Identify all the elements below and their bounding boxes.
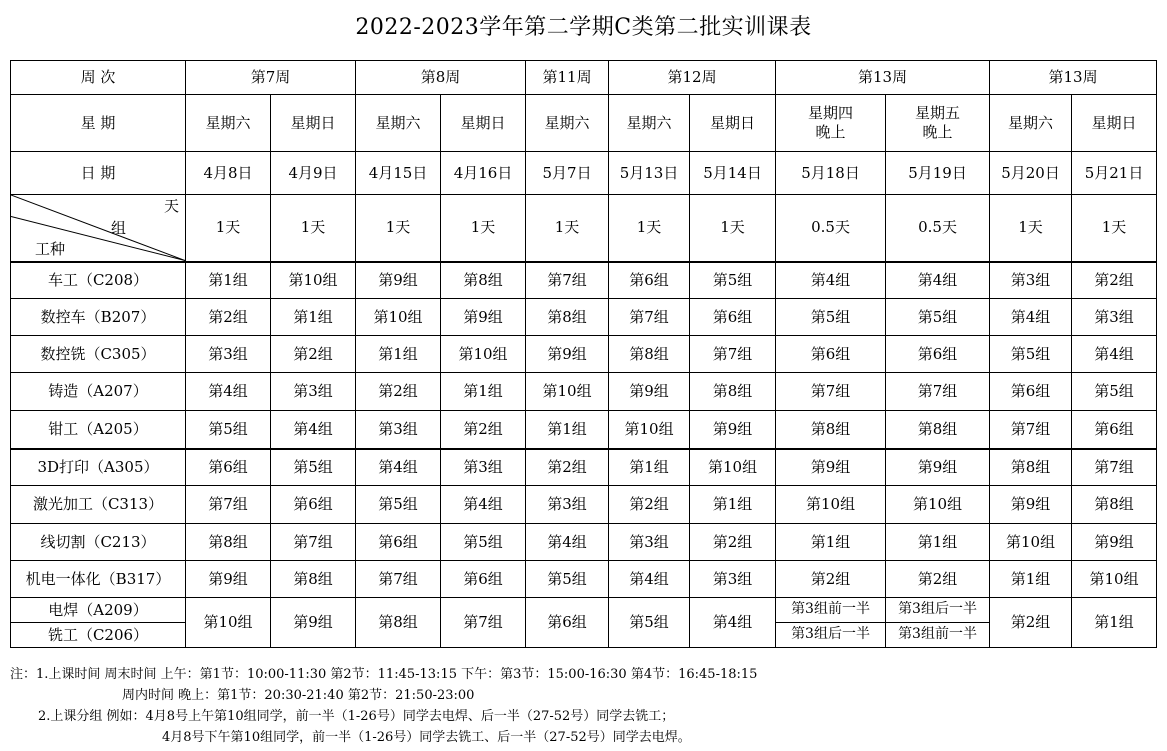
group-cell: 第1组: [186, 262, 271, 299]
group-cell: 第7组: [776, 373, 886, 411]
group-cell: 第7组: [990, 411, 1072, 449]
worktype-name: 车工（C208）: [11, 262, 186, 299]
worktype-name: 机电一体化（B317）: [11, 561, 186, 598]
group-cell: 第6组: [1072, 411, 1157, 449]
group-cell: 第5组: [441, 524, 526, 561]
group-cell: 第7组: [356, 561, 441, 598]
weekday-row: [11, 95, 1157, 152]
group-cell: 第9组: [271, 598, 356, 648]
group-cell: 第6组: [271, 486, 356, 524]
diagonal-header-cell: [11, 195, 186, 262]
group-cell: 第7组: [609, 299, 690, 336]
week-cell: 第13周: [776, 61, 990, 95]
week-header-label: 周 次: [11, 61, 186, 95]
half-group-cell: 第3组前一半: [776, 598, 886, 623]
week-cell: 第7周: [186, 61, 356, 95]
weekday-cell: 星期日: [1072, 95, 1157, 152]
group-cell: 第5组: [690, 262, 776, 299]
date-cell: 5月7日: [526, 152, 609, 195]
weekday-cell: [886, 95, 990, 152]
page-title: 2022-2023学年第二学期C类第二批实训课表: [355, 15, 812, 40]
date-cell: 4月8日: [186, 152, 271, 195]
schedule-body: [11, 262, 1157, 598]
group-cell: 第8组: [990, 449, 1072, 486]
group-cell: 第7组: [886, 373, 990, 411]
group-cell: 第1组: [609, 449, 690, 486]
group-cell: 第4组: [356, 449, 441, 486]
group-cell: 第6组: [186, 449, 271, 486]
days-cell: 1天: [441, 195, 526, 262]
group-cell: 第7组: [690, 336, 776, 373]
group-cell: 第5组: [776, 299, 886, 336]
days-cell: 1天: [356, 195, 441, 262]
group-cell: 第2组: [990, 598, 1072, 648]
group-cell: 第1组: [990, 561, 1072, 598]
days-cell: 1天: [526, 195, 609, 262]
group-cell: 第9组: [990, 486, 1072, 524]
week-cell: 第11周: [526, 61, 609, 95]
group-cell: 第2组: [1072, 262, 1157, 299]
date-cell: 5月13日: [609, 152, 690, 195]
schedule-table: [10, 60, 1157, 648]
group-cell: 第10组: [1072, 561, 1157, 598]
table-row: [11, 336, 1157, 373]
group-cell: 第6组: [990, 373, 1072, 411]
weekday-cell: 星期日: [271, 95, 356, 152]
week-cell: 第13周: [990, 61, 1157, 95]
group-cell: 第5组: [609, 598, 690, 648]
group-cell: 第3组: [526, 486, 609, 524]
group-cell: 第2组: [526, 449, 609, 486]
weekday-evening: 晚上: [815, 123, 846, 141]
group-cell: 第6组: [356, 524, 441, 561]
worktype-name: 3D打印（A305）: [11, 449, 186, 486]
group-cell: 第10组: [441, 336, 526, 373]
group-cell: 第4组: [186, 373, 271, 411]
group-cell: 第3组: [990, 262, 1072, 299]
group-cell: 第4组: [886, 262, 990, 299]
group-cell: 第2组: [886, 561, 990, 598]
group-cell: 第9组: [186, 561, 271, 598]
group-cell: 第3组: [690, 561, 776, 598]
group-cell: 第5组: [526, 561, 609, 598]
table-row: [11, 299, 1157, 336]
table-row: [11, 561, 1157, 598]
group-cell: 第7组: [186, 486, 271, 524]
weekday-name: 星期五: [915, 104, 961, 123]
week-cell: 第12周: [609, 61, 776, 95]
group-cell: 第2组: [690, 524, 776, 561]
group-cell: 第3组: [186, 336, 271, 373]
group-cell: 第9组: [526, 336, 609, 373]
group-cell: 第2组: [609, 486, 690, 524]
days-cell: 1天: [990, 195, 1072, 262]
diag-group-label: 组: [111, 219, 127, 237]
weekday-header-label: 星 期: [11, 95, 186, 152]
note-line: 周内时间 晚上：第1节：20:30-21:40 第2节：21:50-23:00: [122, 688, 475, 703]
table-row: [11, 449, 1157, 486]
group-cell: 第10组: [690, 449, 776, 486]
group-cell: 第9组: [690, 411, 776, 449]
group-cell: 第3组: [356, 411, 441, 449]
group-cell: 第6组: [441, 561, 526, 598]
group-cell: 第8组: [441, 262, 526, 299]
date-cell: 5月20日: [990, 152, 1072, 195]
group-cell: 第7组: [526, 262, 609, 299]
group-cell: 第4组: [271, 411, 356, 449]
week-row: [11, 61, 1157, 95]
weekday-name: 星期四: [808, 104, 854, 123]
date-cell: 5月18日: [776, 152, 886, 195]
group-cell: 第9组: [356, 262, 441, 299]
worktype-name: 线切割（C213）: [11, 524, 186, 561]
group-cell: 第9组: [609, 373, 690, 411]
group-cell: 第7组: [1072, 449, 1157, 486]
notes: [10, 664, 757, 748]
group-cell: 第4组: [776, 262, 886, 299]
diag-day-label: 天: [163, 197, 179, 215]
group-cell: 第1组: [776, 524, 886, 561]
group-cell: 第10组: [186, 598, 271, 648]
group-cell: 第8组: [186, 524, 271, 561]
group-cell: 第1组: [886, 524, 990, 561]
group-cell: 第4组: [1072, 336, 1157, 373]
group-cell: 第6组: [690, 299, 776, 336]
group-cell: 第5组: [356, 486, 441, 524]
weekday-cell: 星期六: [990, 95, 1072, 152]
group-cell: 第3组: [609, 524, 690, 561]
split-row-welding: [11, 598, 1157, 623]
days-cell: 0.5天: [886, 195, 990, 262]
group-cell: 第10组: [886, 486, 990, 524]
worktype-name: 铸造（A207）: [11, 373, 186, 411]
group-cell: 第6组: [609, 262, 690, 299]
group-cell: 第8组: [271, 561, 356, 598]
diag-worktype-label: 工种: [35, 240, 66, 258]
group-cell: 第4组: [690, 598, 776, 648]
worktype-name: 数控车（B207）: [11, 299, 186, 336]
group-cell: 第2组: [271, 336, 356, 373]
group-cell: 第10组: [356, 299, 441, 336]
date-cell: 4月16日: [441, 152, 526, 195]
table-row: [11, 373, 1157, 411]
group-cell: 第1组: [441, 373, 526, 411]
days-cell: 1天: [690, 195, 776, 262]
weekday-cell: 星期六: [356, 95, 441, 152]
group-cell: 第3组: [271, 373, 356, 411]
group-cell: 第2组: [776, 561, 886, 598]
group-cell: 第10组: [776, 486, 886, 524]
group-cell: 第8组: [886, 411, 990, 449]
group-cell: 第9组: [776, 449, 886, 486]
group-cell: 第7组: [271, 524, 356, 561]
group-cell: 第4组: [609, 561, 690, 598]
date-cell: 5月14日: [690, 152, 776, 195]
group-cell: 第2组: [441, 411, 526, 449]
worktype-name: 数控铣（C305）: [11, 336, 186, 373]
date-row: [11, 152, 1157, 195]
group-cell: 第3组: [441, 449, 526, 486]
group-cell: 第8组: [690, 373, 776, 411]
days-cell: 1天: [609, 195, 690, 262]
group-cell: 第6组: [776, 336, 886, 373]
group-cell: 第6组: [526, 598, 609, 648]
group-cell: 第1组: [690, 486, 776, 524]
days-row: [11, 195, 1157, 262]
group-cell: 第4组: [990, 299, 1072, 336]
group-cell: 第8组: [526, 299, 609, 336]
weekday-cell: 星期六: [186, 95, 271, 152]
group-cell: 第5组: [271, 449, 356, 486]
group-cell: 第4组: [441, 486, 526, 524]
group-cell: 第7组: [441, 598, 526, 648]
group-cell: 第6组: [886, 336, 990, 373]
worktype-name: 激光加工（C313）: [11, 486, 186, 524]
group-cell: 第1组: [1072, 598, 1157, 648]
weekday-cell: 星期六: [609, 95, 690, 152]
weekday-cell: [776, 95, 886, 152]
group-cell: 第10组: [990, 524, 1072, 561]
group-cell: 第8组: [356, 598, 441, 648]
group-cell: 第3组: [1072, 299, 1157, 336]
date-cell: 5月21日: [1072, 152, 1157, 195]
group-cell: 第5组: [990, 336, 1072, 373]
week-cell: 第8周: [356, 61, 526, 95]
group-cell: 第2组: [186, 299, 271, 336]
half-group-cell: 第3组后一半: [776, 623, 886, 648]
group-cell: 第4组: [526, 524, 609, 561]
group-cell: 第9组: [1072, 524, 1157, 561]
group-cell: 第10组: [609, 411, 690, 449]
half-group-cell: 第3组前一半: [886, 623, 990, 648]
group-cell: 第2组: [356, 373, 441, 411]
days-cell: 1天: [271, 195, 356, 262]
group-cell: 第9组: [886, 449, 990, 486]
weekday-evening: 晚上: [922, 123, 953, 141]
date-header-label: 日 期: [11, 152, 186, 195]
group-cell: 第8组: [1072, 486, 1157, 524]
days-cell: 1天: [1072, 195, 1157, 262]
weekday-cell: 星期六: [526, 95, 609, 152]
group-cell: 第5组: [1072, 373, 1157, 411]
group-cell: 第8组: [609, 336, 690, 373]
days-cell: 1天: [186, 195, 271, 262]
date-cell: 4月15日: [356, 152, 441, 195]
date-cell: 5月19日: [886, 152, 990, 195]
group-cell: 第8组: [776, 411, 886, 449]
group-cell: 第1组: [356, 336, 441, 373]
date-cell: 4月9日: [271, 152, 356, 195]
group-cell: 第5组: [186, 411, 271, 449]
worktype-name: 钳工（A205）: [11, 411, 186, 449]
note-line: 注：1.上课时间 周末时间 上午：第1节：10:00-11:30 第2节：11:45-13:15 下午：第3节：15:00-16:30 第4节：16:45-18:15: [10, 667, 758, 682]
group-cell: 第5组: [886, 299, 990, 336]
worktype-name: 铣工（C206）: [11, 623, 186, 648]
worktype-name: 电焊（A209）: [11, 598, 186, 623]
note-line: 2.上课分组 例如：4月8号上午第10组同学，前一半（1-26号）同学去电焊、后一半（27-52号）同学去铣工；: [38, 709, 675, 724]
group-cell: 第10组: [271, 262, 356, 299]
group-cell: 第1组: [271, 299, 356, 336]
group-cell: 第1组: [526, 411, 609, 449]
days-cell: 0.5天: [776, 195, 886, 262]
table-row: [11, 411, 1157, 449]
table-row: [11, 262, 1157, 299]
weekday-cell: 星期日: [690, 95, 776, 152]
half-group-cell: 第3组后一半: [886, 598, 990, 623]
weekday-cell: 星期日: [441, 95, 526, 152]
table-row: [11, 486, 1157, 524]
group-cell: 第10组: [526, 373, 609, 411]
group-cell: 第9组: [441, 299, 526, 336]
note-line: 4月8号下午第10组同学，前一半（1-26号）同学去铣工、后一半（27-52号）同学去电焊。: [162, 730, 691, 745]
table-row: [11, 524, 1157, 561]
